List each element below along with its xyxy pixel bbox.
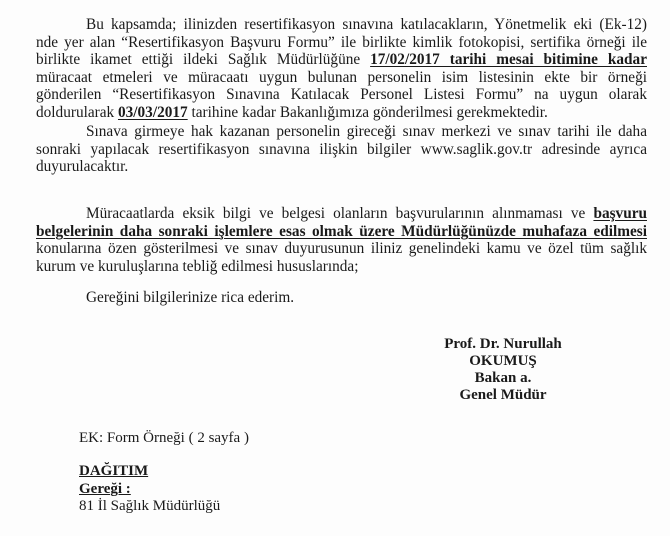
text-segment: tarihine kadar Bakanlığımıza gönderilmesi gerekmektedir.	[187, 103, 548, 121]
text-segment: Bu kapsamda; ilinizden resertifikasyon sınavına katılacakların, Yönetmelik eki (Ek-12)	[86, 16, 647, 33]
text-line	[36, 123, 647, 141]
emphasis-highlight: belgelerinin daha sonraki işlemlere esas olmak üzere Müdürlüğünüzde muhafaza edilmesi	[36, 222, 647, 240]
signature-block	[410, 336, 596, 404]
text-segment: sonraki yapılacak resertifikasyon sınavına ilişkin bilgiler www.saglik.gov.tr adresinde ayrıca	[36, 140, 647, 158]
text-line	[36, 16, 647, 34]
text-line	[36, 223, 647, 241]
text-line	[36, 34, 647, 52]
attachment-note: EK: Form Örneği ( 2 sayfa )	[79, 430, 249, 446]
deadline-provincial-highlight: 17/02/2017 tarihi mesai bitimine kadar	[370, 51, 647, 69]
text-line	[86, 289, 294, 307]
distribution-recipient: 81 İl Sağlık Müdürlüğü	[79, 498, 221, 514]
text-segment: gönderilen “Resertifikasyon Sınavına Katılacak Personel Listesi Formu” na uygun olarak	[36, 86, 647, 104]
text-segment: konularına özen gösterilmesi ve sınav duyurusunun iliniz genelindeki kamu ve özel tüm sağlık	[36, 240, 647, 258]
text-line	[36, 141, 647, 159]
text-line	[36, 51, 647, 69]
emphasis-highlight: başvuru	[593, 205, 647, 222]
text-segment: Sınava girmeye hak kazanan personelin gireceği sınav merkezi ve sınav tarihi ile daha	[86, 123, 647, 140]
text-line	[36, 240, 647, 258]
signatory-name: Prof. Dr. Nurullah OKUMUŞ	[444, 336, 562, 369]
distribution-block	[79, 463, 220, 516]
signatory-role: Bakan a.	[474, 370, 532, 386]
paragraph-exam-info	[36, 123, 647, 176]
text-line	[36, 258, 647, 276]
text-line	[36, 104, 647, 122]
paragraph-closing	[86, 289, 294, 307]
text-segment: kurum ve kuruluşlarına tebliğ edilmesi hususlarında;	[36, 257, 359, 275]
text-segment: doldurularak	[36, 103, 118, 121]
text-segment: müracaat etmeleri ve müracaatı uygun bulunan personelin isim listesinin ekte bir örneği	[36, 68, 647, 86]
text-line	[36, 69, 647, 87]
paragraph-application-instructions	[36, 16, 647, 122]
paragraph-missing-documents	[36, 205, 647, 275]
distribution-subheader: Gereği :	[79, 480, 131, 497]
deadline-ministry-highlight: 03/03/2017	[117, 103, 188, 121]
text-line	[36, 205, 647, 223]
distribution-header: DAĞITIM	[79, 463, 149, 479]
text-segment: birlikte ikamet ettiği ildeki Sağlık Müdürlüğüne	[36, 51, 371, 69]
text-segment: nde yer alan “Resertifikasyon Başvuru Formu” ile birlikte kimlik fotokopisi, sertifika örneği ile	[36, 33, 647, 51]
text-segment: Müracaatlarda eksik bilgi ve belgesi olanların başvurularının alınmaması ve	[86, 205, 594, 222]
text-segment: duyurulacaktır.	[36, 158, 129, 176]
text-segment: Gereğini bilgilerinize rica ederim.	[86, 289, 295, 306]
signatory-title: Genel Müdür	[459, 387, 547, 403]
text-line	[36, 86, 647, 104]
text-line	[36, 158, 647, 176]
